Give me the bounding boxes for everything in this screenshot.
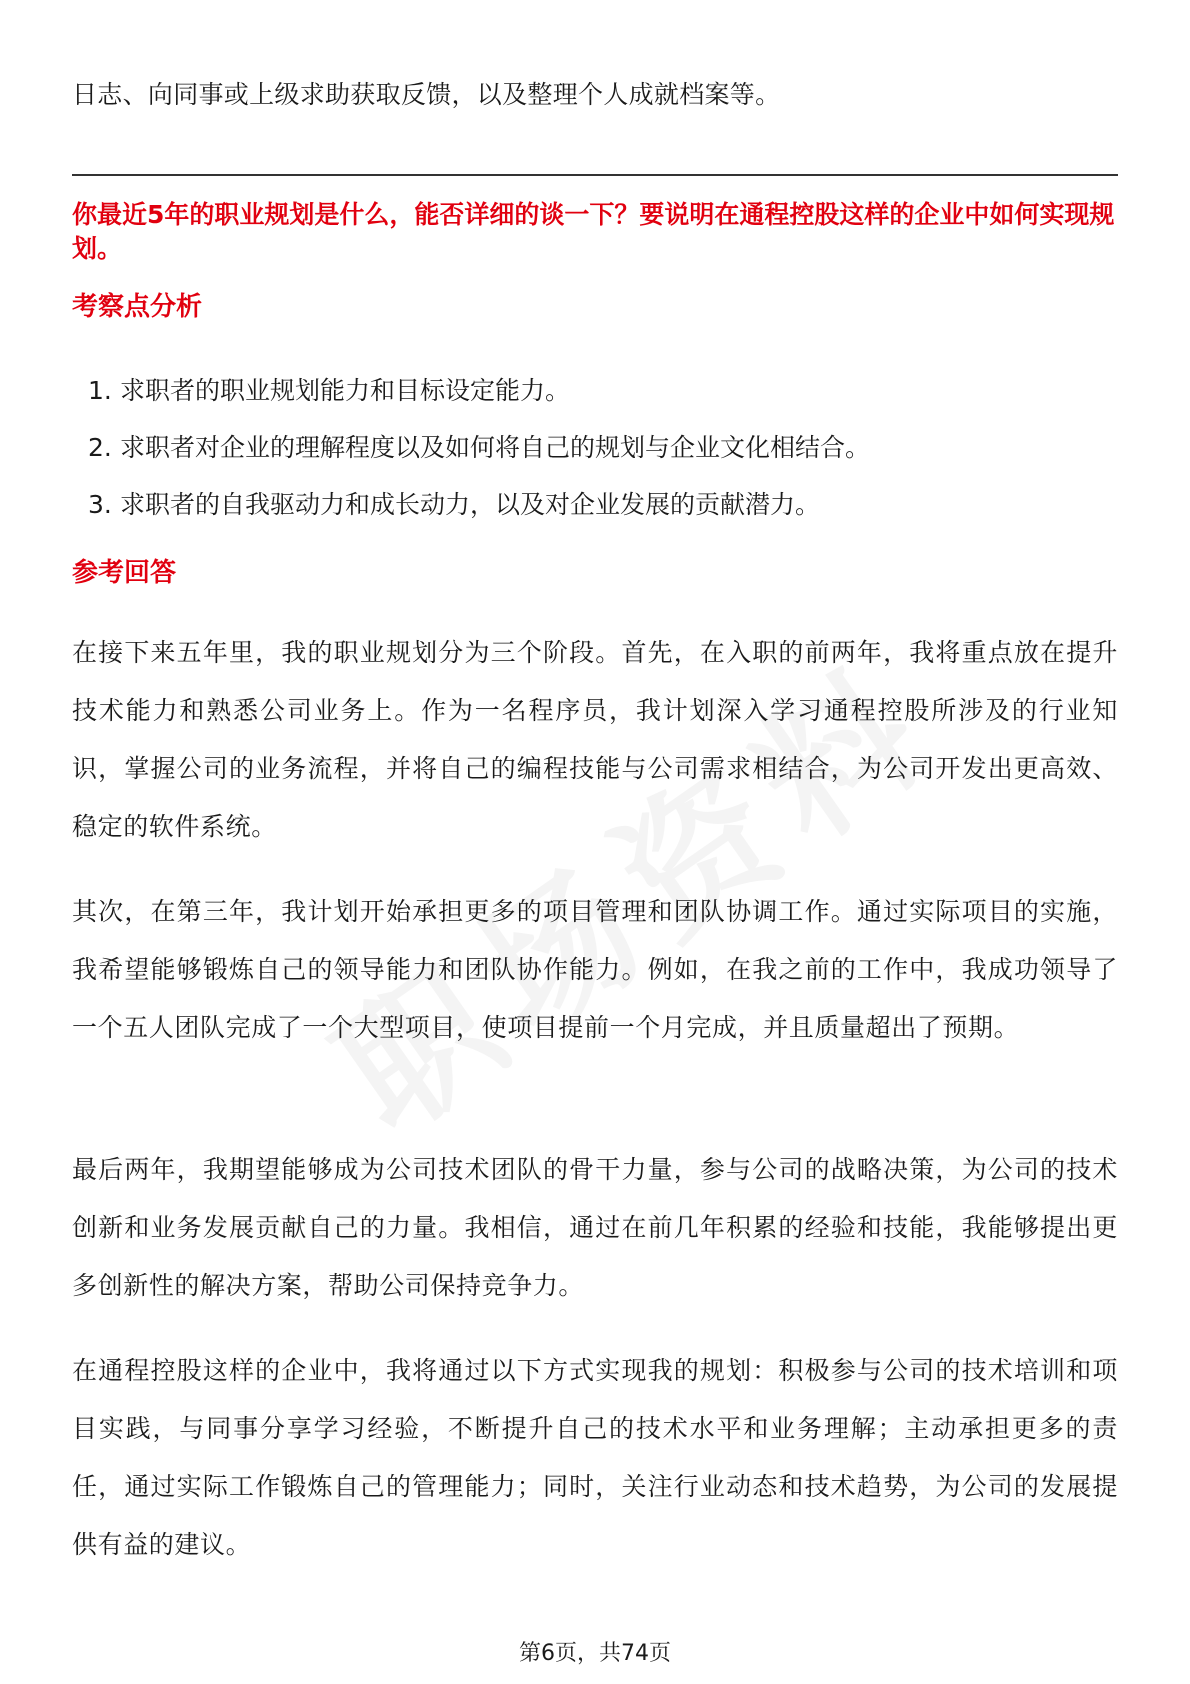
analysis-heading: 考察点分析 xyxy=(72,292,203,322)
answer-paragraph: 其次，在第三年，我计划开始承担更多的项目管理和团队协调工作。通过实际项目的实施，我希望能够锻炼自己的领导能力和团队协作能力。例如，在我之前的工作中，我成功领导了一个五人团队完成了一个大型项目，使项目提前一个月完成，并且质量超出了预期。 xyxy=(72,897,1118,1042)
analysis-points xyxy=(88,362,870,533)
section-divider xyxy=(72,174,1118,176)
list-item xyxy=(88,476,870,533)
list-item xyxy=(88,362,870,419)
list-item xyxy=(88,419,870,476)
list-text: 求职者的自我驱动力和成长动力，以及对企业发展的贡献潜力。 xyxy=(120,490,821,519)
carryover-text: 日志、向同事或上级求助获取反馈，以及整理个人成就档案等。 xyxy=(72,80,781,109)
answer-paragraph: 最后两年，我期望能够成为公司技术团队的骨干力量，参与公司的战略决策，为公司的技术创新和业务发展贡献自己的力量。我相信，通过在前几年积累的经验和技能，我能够提出更多创新性的解决方案，帮助公司保持竞争力。 xyxy=(72,1155,1118,1300)
answer-paragraph: 在通程控股这样的企业中，我将通过以下方式实现我的规划：积极参与公司的技术培训和项目实践，与同事分享学习经验，不断提升自己的技术水平和业务理解；主动承担更多的责任，通过实际工作锻炼自己的管理能力；同时，关注行业动态和技术趋势，为公司的发展提供有益的建议。 xyxy=(72,1356,1118,1559)
page-number: 第6页，共74页 xyxy=(519,1641,671,1666)
list-number: 2. xyxy=(88,433,112,462)
list-text: 求职者对企业的理解程度以及如何将自己的规划与企业文化相结合。 xyxy=(120,433,871,462)
question-title: 你最近5年的职业规划是什么，能否详细的谈一下？要说明在通程控股这样的企业中如何实现规划。 xyxy=(72,200,1115,263)
list-number: 1. xyxy=(88,376,112,405)
list-text: 求职者的职业规划能力和目标设定能力。 xyxy=(120,376,571,405)
answer-heading: 参考回答 xyxy=(72,558,177,588)
list-number: 3. xyxy=(88,490,112,519)
answer-paragraph: 在接下来五年里，我的职业规划分为三个阶段。首先，在入职的前两年，我将重点放在提升技术能力和熟悉公司业务上。作为一名程序员，我计划深入学习通程控股所涉及的行业知识，掌握公司的业务流程，并将自己的编程技能与公司需求相结合，为公司开发出更高效、稳定的软件系统。 xyxy=(72,638,1118,841)
